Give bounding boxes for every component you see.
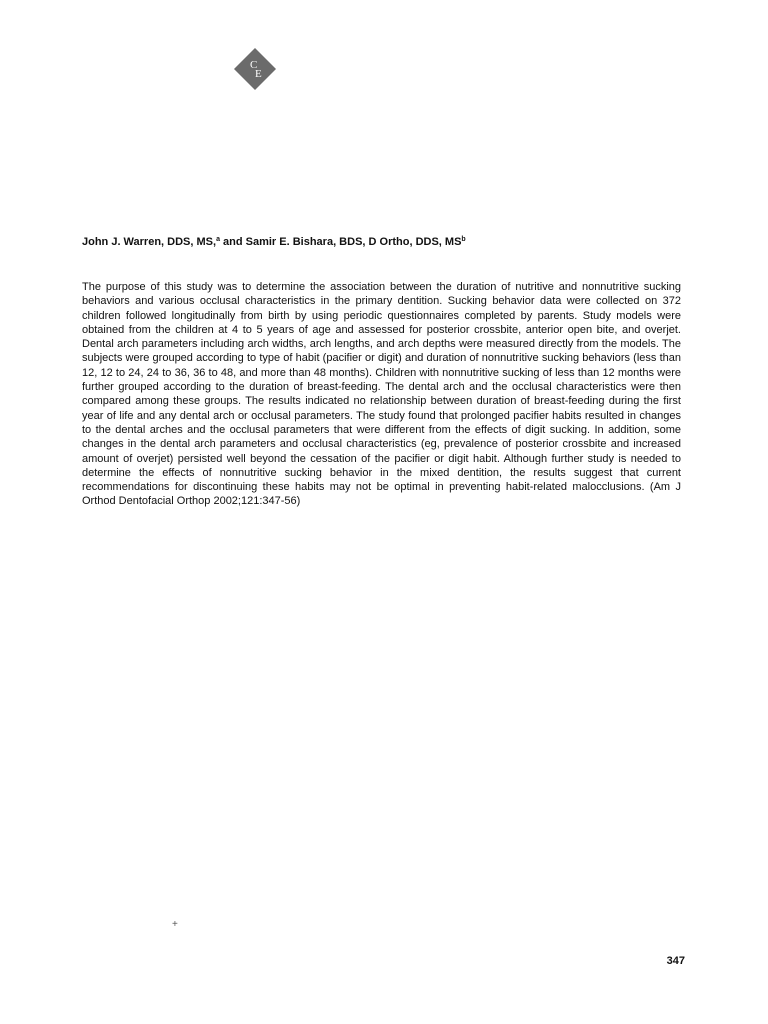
ce-diamond-icon <box>234 48 276 90</box>
plus-mark: + <box>172 919 178 930</box>
ce-letter-e: E <box>255 68 262 80</box>
author-line <box>82 235 682 249</box>
abstract-paragraph: The purpose of this study was to determine the association between the duration of nutritive and nonnutritive sucking behaviors and various occlusal characteristics in the primary dentition. Sucking behavior data were collected on 372 children followed longitudinally from birth by using periodic questionnaires completed by parents. Study models were obtained from the children at 4 to 5 years of age and assessed for posterior crossbite, anterior open bite, and overjet. Dental arch parameters including arch widths, arch lengths, and arch depths were measured directly from the models. The subjects were grouped according to type of habit (pacifier or digit) and duration of nonnutritive sucking behaviors (less than 12, 12 to 24, 24 to 36, 36 to 48, and more than 48 months). Children with nonnutritive sucking of less than 12 months were further grouped according to the duration of breast-feeding. The dental arch and the occlusal characteristics were then compared among these groups. The results indicated no relationship between duration of breast-feeding during the first year of life and any dental arch or occlusal parameters. The study found that prolonged pacifier habits resulted in changes to the dental arches and the occlusal parameters that were different from the effects of digit sucking. In addition, some changes in the dental arch parameters and occlusal characteristics (eg, prevalence of posterior crossbite and increased amount of overjet) persisted well beyond the cessation of the pacifier or digit habit. Although further study is needed to determine the effects of nonnutritive sucking behavior in the mixed dentition, the results suggest that current recommendations for discontinuing these habits may not be optimal in preventing habit-related malocclusions. (Am J Orthod Dentofacial Orthop 2002;121:347-56) <box>82 281 681 508</box>
author-connector: and <box>219 236 246 248</box>
author-2-name: Samir E. Bishara, BDS, D Ortho, DDS, MS <box>245 236 462 248</box>
author-2-affiliation: b <box>461 236 466 243</box>
author-1-name: John J. Warren, DDS, MS, <box>82 236 217 248</box>
ce-letter-c: C <box>250 59 258 71</box>
ce-diamond-logo <box>234 48 276 90</box>
page-number: 347 <box>666 955 685 967</box>
author-1-affiliation: a <box>216 236 220 243</box>
